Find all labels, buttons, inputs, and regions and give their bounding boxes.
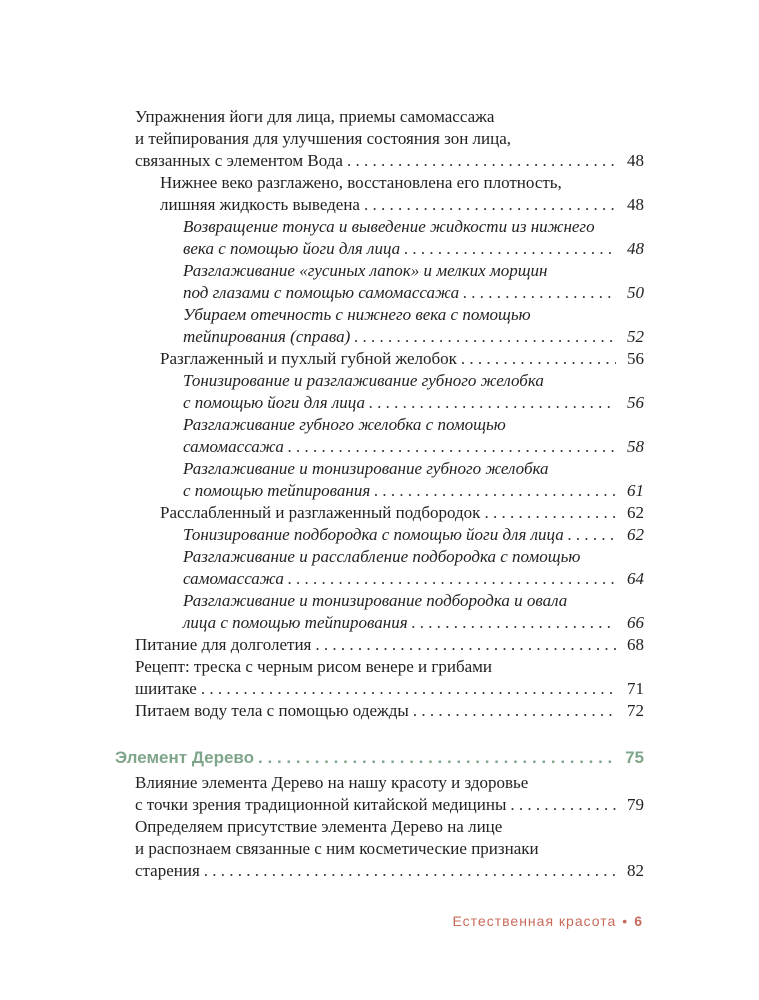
dot-leader (461, 348, 616, 370)
toc-entry[interactable] (135, 700, 644, 722)
footer-bullet: • (622, 913, 629, 929)
toc-entry-line: и распознаем связанные с ним косметические признаки (135, 839, 539, 858)
toc-entry-title: связанных с элементом Вода (135, 151, 343, 170)
dot-leader (412, 612, 616, 634)
toc-page-number: 52 (627, 327, 644, 346)
dot-leader (510, 794, 616, 816)
toc-page-number: 50 (627, 283, 644, 302)
toc-entry-title: лишняя жидкость выведена (160, 195, 360, 214)
toc-page-number: 48 (627, 239, 644, 258)
page-footer (453, 913, 644, 929)
toc-entry[interactable] (183, 524, 644, 546)
toc-page-number: 64 (627, 569, 644, 588)
dot-leader (258, 747, 616, 769)
toc-entry-line: Разглаживание и расслабление подбородка с помощью (183, 547, 581, 566)
dot-leader (204, 860, 616, 882)
toc-entry-title: с помощью тейпирования (183, 481, 371, 500)
toc-entry-line: Рецепт: треска с черным рисом венере и грибами (135, 657, 492, 676)
toc-page-number: 71 (627, 679, 644, 698)
toc-entry-title: Тонизирование подбородка с помощью йоги для лица (183, 525, 564, 544)
toc-entry[interactable] (183, 546, 644, 590)
toc-entry-title: Питаем воду тела с помощью одежды (135, 701, 409, 720)
toc-page-number: 72 (627, 701, 644, 720)
toc-entry[interactable] (183, 304, 644, 348)
toc-entry-line: Разглаживание и тонизирование подбородка и овала (183, 591, 568, 610)
toc-entry[interactable] (183, 370, 644, 414)
toc-entry[interactable] (183, 260, 644, 304)
toc-entry-title: шиитаке (135, 679, 197, 698)
toc-entry-title: лица с помощью тейпирования (183, 613, 408, 632)
toc-entry[interactable] (160, 502, 644, 524)
toc-entry[interactable] (160, 348, 644, 370)
toc-page-number: 48 (627, 151, 644, 170)
dot-leader (484, 502, 616, 524)
section-title: Элемент Дерево (115, 748, 255, 767)
toc-entry[interactable] (160, 172, 644, 216)
toc-entry[interactable] (135, 772, 644, 816)
section-heading[interactable] (115, 747, 644, 769)
toc-entry-line: Влияние элемента Дерево на нашу красоту и здоровье (135, 773, 529, 792)
toc-page-number: 56 (627, 349, 644, 368)
toc-page-number: 58 (627, 437, 644, 456)
footer-page-number: 6 (634, 913, 643, 929)
toc-entry-line: Нижнее веко разглажено, восстановлена его плотность, (160, 173, 562, 192)
toc-entry-title: с помощью йоги для лица (183, 393, 365, 412)
toc-page-number: 61 (627, 481, 644, 500)
footer-book-title: Естественная красота (452, 913, 617, 929)
toc-entry-title: старения (135, 861, 200, 880)
toc-entry-line: Убираем отечность с нижнего века с помощью (183, 305, 531, 324)
toc-entry[interactable] (183, 590, 644, 634)
toc-entry[interactable] (135, 656, 644, 700)
dot-leader (315, 634, 616, 656)
toc-entry-line: Упражнения йоги для лица, приемы самомассажа (135, 107, 495, 126)
toc-entry-line: и тейпирования для улучшения состояния зон лица, (135, 129, 512, 148)
toc-entry-line: Разглаживание губного желобка с помощью (183, 415, 506, 434)
dot-leader (369, 392, 616, 414)
toc-entry-title: под глазами с помощью самомассажа (183, 283, 460, 302)
toc-page-number: 79 (627, 795, 644, 814)
dot-leader (404, 238, 616, 260)
toc-entry-line: Разглаживание и тонизирование губного желобка (183, 459, 549, 478)
section-page-number: 75 (625, 748, 644, 767)
dot-leader (463, 282, 616, 304)
dot-leader (288, 568, 616, 590)
toc-page-number: 62 (627, 525, 644, 544)
toc-entry-title: самомассажа (183, 437, 284, 456)
toc-page-number: 82 (627, 861, 644, 880)
toc-page-number: 48 (627, 195, 644, 214)
toc-entry[interactable] (183, 458, 644, 502)
toc-entry-line: Разглаживание «гусиных лапок» и мелких морщин (183, 261, 548, 280)
toc-entry-title: с точки зрения традиционной китайской медицины (135, 795, 507, 814)
toc-entry-title: Расслабленный и разглаженный подбородок (160, 503, 481, 522)
toc-entry-title: Питание для долголетия (135, 635, 312, 654)
toc-entry-line: Возвращение тонуса и выведение жидкости из нижнего (183, 217, 595, 236)
toc-page-number: 66 (627, 613, 644, 632)
toc-entry-title: самомассажа (183, 569, 284, 588)
dot-leader (413, 700, 616, 722)
dot-leader (374, 480, 616, 502)
toc-entry-title: тейпирования (справа) (183, 327, 351, 346)
toc-entry[interactable] (183, 216, 644, 260)
toc-page-number: 62 (627, 503, 644, 522)
toc-page-number: 68 (627, 635, 644, 654)
toc-entry[interactable] (135, 816, 644, 882)
dot-leader (288, 436, 616, 458)
toc-entry-line: Определяем присутствие элемента Дерево на лице (135, 817, 503, 836)
dot-leader (568, 524, 616, 546)
toc-page-number: 56 (627, 393, 644, 412)
dot-leader (347, 150, 616, 172)
toc-entry[interactable] (135, 634, 644, 656)
toc-entry-line: Тонизирование и разглаживание губного желобка (183, 371, 544, 390)
toc-entry[interactable] (135, 106, 644, 172)
toc-entry-title: Разглаженный и пухлый губной желобок (160, 349, 457, 368)
toc-entry[interactable] (183, 414, 644, 458)
dot-leader (201, 678, 616, 700)
dot-leader (364, 194, 616, 216)
dot-leader (354, 326, 616, 348)
toc-entry-title: века с помощью йоги для лица (183, 239, 401, 258)
